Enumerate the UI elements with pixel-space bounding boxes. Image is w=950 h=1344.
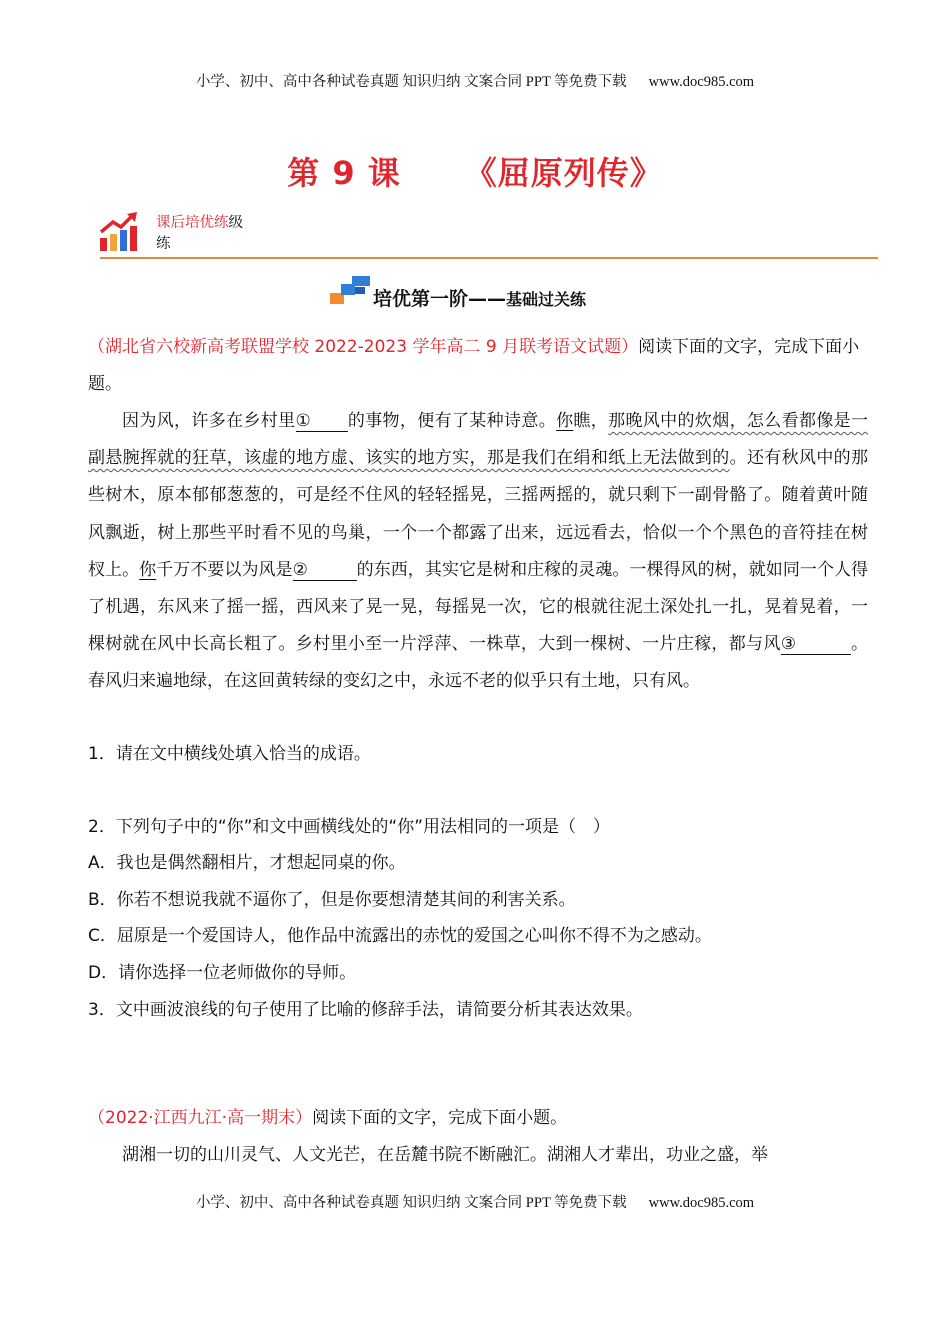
passage-text: 。春风归来遍地绿，在这回黄转绿的变幻之中，永远不老的似乎只有土地，只有风。 bbox=[88, 634, 869, 692]
section-sub: 基础过关练 bbox=[506, 290, 587, 309]
footer-url[interactable]: www.doc985.com bbox=[648, 1195, 755, 1211]
underlined-you: 你 bbox=[556, 411, 574, 431]
instruction-text: 阅读下面的文字，完成下面小题。 bbox=[312, 1108, 568, 1128]
question-3: 3．文中画波浪线的句子使用了比喻的修辞手法，请简要分析其表达效果。 bbox=[88, 1000, 643, 1020]
steps-icon bbox=[329, 275, 371, 305]
footer-text: 小学、初中、高中各种试卷真题 知识归纳 文案合同 PPT 等免费下载 bbox=[195, 1195, 627, 1211]
blank-2[interactable]: ② bbox=[293, 560, 357, 581]
divider bbox=[100, 257, 878, 259]
page-title bbox=[0, 148, 950, 194]
passage-text: 瞧， bbox=[573, 411, 609, 431]
option-c[interactable]: C．屈原是一个爱国诗人，他作品中流露出的赤忱的爱国之心叫你不得不为之感动。 bbox=[88, 926, 712, 946]
option-a[interactable]: A．我也是偶然翻相片，才想起同桌的你。 bbox=[88, 853, 406, 873]
lesson-number: 第 9 课 bbox=[287, 154, 401, 192]
section-title bbox=[373, 284, 586, 311]
question-2: 2．下列句子中的“你”和文中画横线处的“你”用法相同的一项是（ ） bbox=[88, 817, 611, 837]
option-b[interactable]: B．你若不想说我就不逼你了，但是你要想清楚其间的利害关系。 bbox=[88, 890, 576, 910]
passage-text: 的事物，便有了某种诗意。 bbox=[347, 411, 557, 431]
badge-black-text-2: 练 bbox=[156, 236, 171, 252]
passage-text: 的东西，其实它是树和庄稼的灵魂。一棵得风的树，就如同一个人得了机遇，东风来了摇一摇，西风来了晃一晃，每摇晃一次，它的根就往泥土深处扎一扎，晃着晃着，一棵树就在风中长高长粗了。乡村里小至一片浮萍、一株草，大到一棵树、一片庄稼，都与风 bbox=[88, 559, 869, 655]
instruction-text: 阅读下面的文字，完成下面小题。 bbox=[88, 337, 860, 394]
section-main: 培优第一阶—— bbox=[373, 288, 507, 310]
source-label: （2022·江西九江·高一期末） bbox=[88, 1108, 313, 1128]
passage1-intro bbox=[88, 329, 868, 403]
passage2-intro bbox=[88, 1100, 868, 1137]
passage-text: 千万不要以为风是 bbox=[156, 559, 293, 580]
badge-black-text: 级 bbox=[228, 215, 243, 231]
page-footer bbox=[0, 1191, 950, 1212]
header-text: 小学、初中、高中各种试卷真题 知识归纳 文案合同 PPT 等免费下载 bbox=[195, 74, 627, 90]
passage2-body: 湖湘一切的山川灵气、人文光芒，在岳麓书院不断融汇。湖湘人才辈出，功业之盛，举 bbox=[122, 1145, 768, 1165]
option-d[interactable]: D．请你选择一位老师做你的导师。 bbox=[88, 963, 357, 983]
underlined-you: 你 bbox=[139, 559, 157, 580]
passage1-body bbox=[88, 403, 868, 701]
passage-text: 。还有秋风中的那些树木，原本郁郁葱葱的，可是经不住风的轻轻摇晃，三摇两摇的，就只剩下一副骨骼了。随着黄叶随风飘逝，树上那些平时看不见的鸟巢，一个一个都露了出来，远远看去，恰似一个个黑色的音符挂在树杈上。 bbox=[88, 448, 869, 580]
source-label: （湖北省六校新高考联盟学校 2022-2023 学年高二 9 月联考语文试题） bbox=[88, 337, 639, 357]
growth-chart-icon bbox=[99, 210, 141, 252]
blank-1[interactable]: ① bbox=[296, 411, 348, 432]
practice-badge bbox=[156, 213, 266, 255]
question-1: 1．请在文中横线处填入恰当的成语。 bbox=[88, 744, 371, 764]
passage-text: 因为风，许多在乡村里 bbox=[122, 411, 296, 431]
header-url[interactable]: www.doc985.com bbox=[648, 74, 755, 90]
badge-red-text: 课后培优练 bbox=[156, 215, 229, 231]
wavy-sentence: 那晚风中的炊烟，怎么看都像是一副悬腕挥就的狂草，该虚的地方虚、该实的地方实，那是我们在绢和纸上无法做到的 bbox=[88, 411, 869, 469]
blank-3[interactable]: ③ bbox=[781, 634, 851, 655]
page-header bbox=[0, 70, 950, 91]
lesson-name: 《屈原列传》 bbox=[464, 154, 663, 192]
